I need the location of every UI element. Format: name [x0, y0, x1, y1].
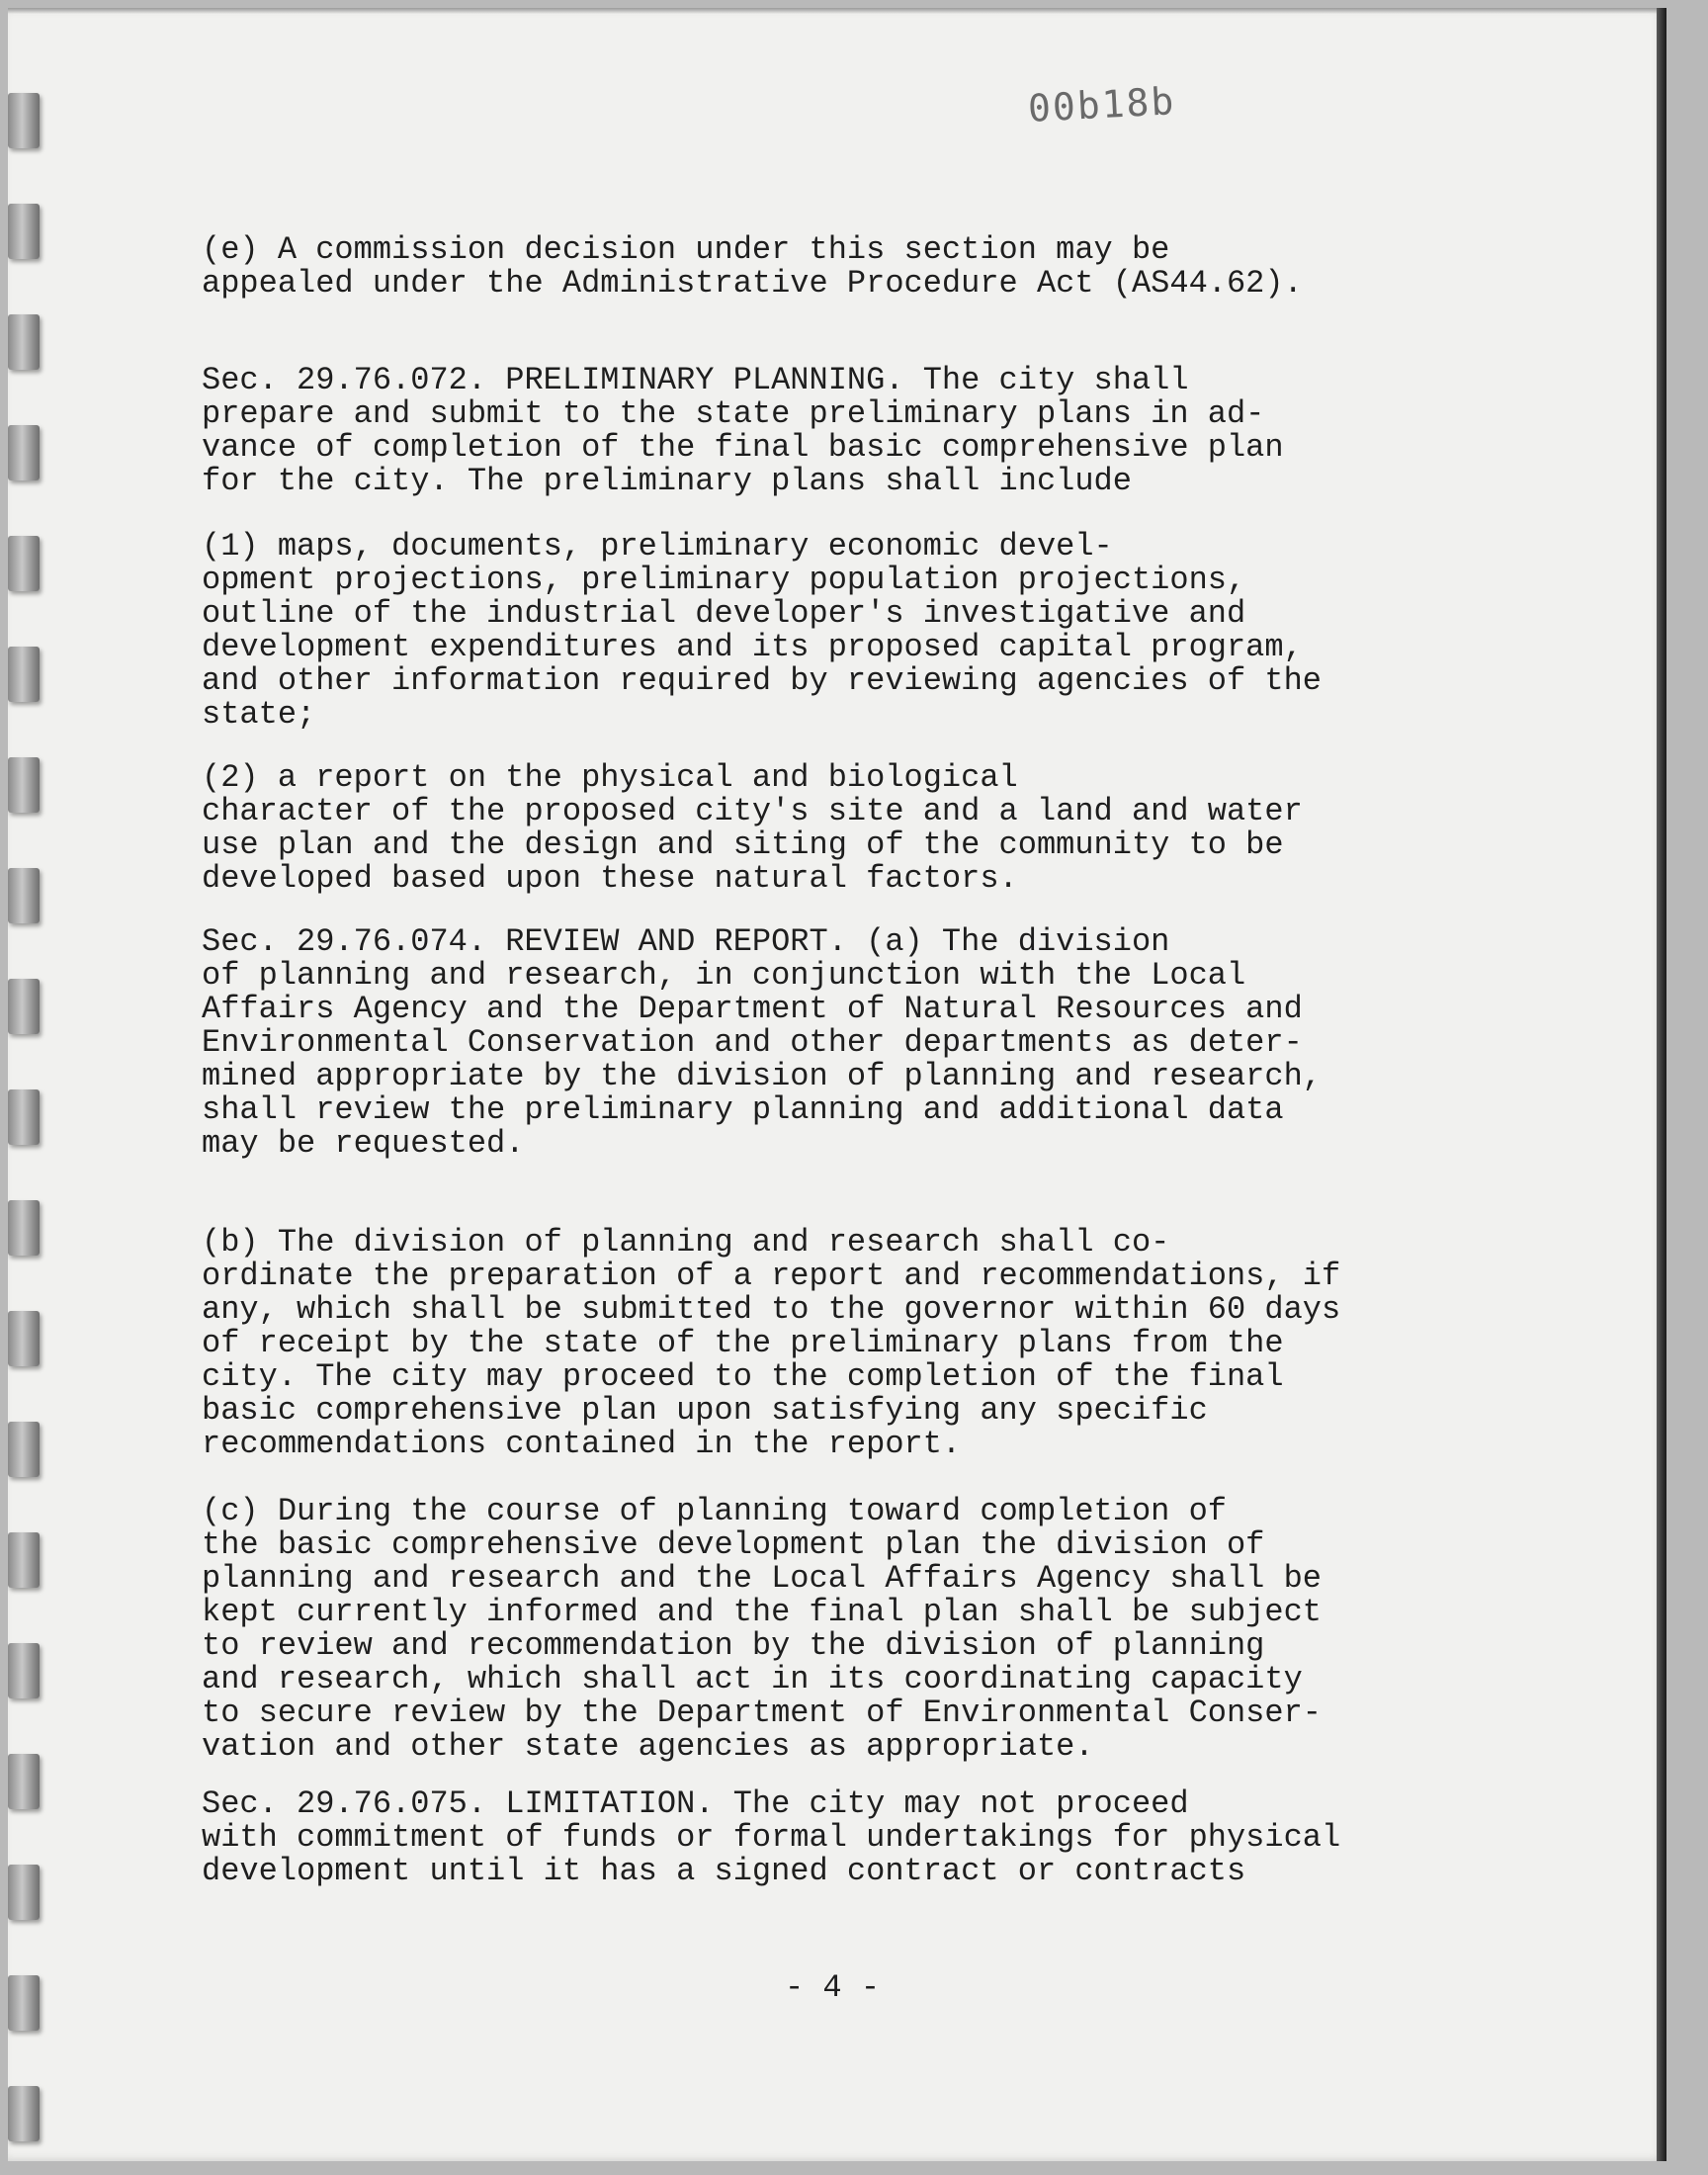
binding-ring: [8, 1643, 40, 1698]
binding-ring: [8, 757, 40, 813]
section-29-76-075: Sec. 29.76.075. LIMITATION. The city may not proceed with commitment of funds or formal undertakings for physical development until it has a signed contract or contracts: [202, 1785, 1341, 1889]
paragraph-e: (e) A commission decision under this section may be appealed under the Administrative Procedure Act (AS44.62).: [202, 231, 1303, 302]
binding-ring: [8, 868, 40, 923]
document-stamp: 00b18b: [1026, 79, 1177, 130]
document-page: [8, 8, 1666, 2161]
binding-ring: [8, 2086, 40, 2141]
page-top-shadow: [8, 8, 1666, 14]
binding-ring: [8, 425, 40, 480]
binding-ring: [8, 93, 40, 148]
paragraph-c: (c) During the course of planning toward completion of the basic comprehensive development plan the division of planning and research and the Local Affairs Agency shall be kept currently informed and the final plan shall be subject to review and recommendation by the division of planning and research, which shall act in its coordinating capacity to secure review by the Department of Environmental Conser- vation and other state agencies as appropriate.: [202, 1493, 1322, 1765]
list-item-2: (2) a report on the physical and biological character of the proposed city's site and a land and water use plan and the design and siting of the community to be developed based upon these natural factors.: [202, 759, 1303, 897]
section-29-76-074: Sec. 29.76.074. REVIEW AND REPORT. (a) The division of planning and research, in conjunction with the Local Affairs Agency and the Department of Natural Resources and Environmental Conservation and other departments as deter- mined appropriate by the division of planning and research, shall review the preliminary planning and additional data may be requested.: [202, 923, 1322, 1162]
page-right-edge: [1657, 8, 1666, 2161]
paragraph-b: (b) The division of planning and research shall co- ordinate the preparation of a report and recommendations, if any, which shall be submitted to the governor within 60 days of receipt by the state of the preliminary plans from the city. The city may proceed to the completion of the final basic comprehensive plan upon satisfying any specific recommendations contained in the report.: [202, 1224, 1341, 1462]
spiral-binding: [8, 8, 57, 2161]
binding-ring: [8, 1975, 40, 2031]
section-29-76-072: Sec. 29.76.072. PRELIMINARY PLANNING. The city shall prepare and submit to the state preliminary plans in ad- vance of completion of the final basic comprehensive plan for the city. The preliminary plans shall include: [202, 362, 1284, 499]
binding-ring: [8, 647, 40, 702]
binding-ring: [8, 1532, 40, 1588]
binding-ring: [8, 314, 40, 370]
binding-ring: [8, 1311, 40, 1366]
binding-ring: [8, 1200, 40, 1256]
list-item-1: (1) maps, documents, preliminary economic devel- opment projections, preliminary population projections, outline of the industrial developer's investigative and development expenditures and its proposed capital program, and other information required by reviewing agencies of the state;: [202, 528, 1322, 733]
binding-ring: [8, 1089, 40, 1145]
binding-ring: [8, 536, 40, 591]
binding-ring: [8, 1754, 40, 1809]
binding-ring: [8, 979, 40, 1034]
page-number: - 4 -: [785, 1969, 881, 2006]
binding-ring: [8, 1422, 40, 1477]
binding-ring: [8, 1865, 40, 1920]
binding-ring: [8, 204, 40, 259]
